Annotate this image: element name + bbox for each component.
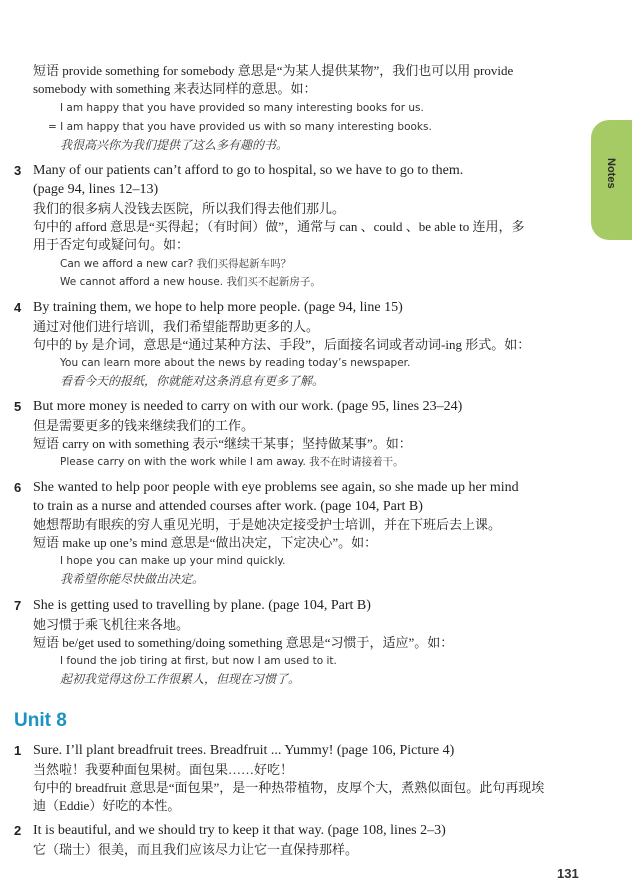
note-english-line: She is getting used to travelling by plane. (page 104, Part B): [33, 598, 371, 613]
note-chinese-translation: 她想帮助有眼疾的穷人重见光明，于是她决定接受护士培训，并在下班后去上课。: [33, 517, 502, 532]
intro-line-2: somebody with something 来表达同样的意思。如：: [33, 81, 317, 96]
note-example: We cannot afford a new house. 我们买不起新房子。: [60, 276, 321, 288]
intro-example-1: I am happy that you have provided so many interesting books for us.: [60, 102, 424, 114]
intro-example-2: = I am happy that you have provided us with so many interesting books.: [48, 121, 432, 133]
note-chinese-translation: 但是需要更多的钱来继续我们的工作。: [33, 418, 255, 433]
note-chinese-translation: 通过对他们进行培训，我们希望能帮助更多的人。: [33, 319, 320, 334]
note-english-line: (page 94, lines 12–13): [33, 182, 159, 197]
note-example: You can learn more about the news by reading today’s newspaper.: [60, 357, 411, 369]
note-example: I found the job tiring at first, but now I am used to it.: [60, 655, 337, 667]
note-number: 1: [14, 743, 22, 758]
note-example: I hope you can make up your mind quickly.: [60, 555, 286, 567]
note-english-line: to train as a nurse and attended courses after work. (page 104, Part B): [33, 499, 423, 514]
note-chinese-translation: 当然啦！我要种面包果树。面包果……好吃！: [33, 762, 294, 777]
note-explanation-line: 迪（Eddie）好吃的本性。: [33, 798, 181, 813]
note-example: 起初我觉得这份工作很累人，但现在习惯了。: [60, 672, 301, 686]
note-english-line: It is beautiful, and we should try to keep it that way. (page 108, lines 2–3): [33, 823, 446, 838]
note-chinese-translation: 我们的很多病人没钱去医院，所以我们得去他们那儿。: [33, 201, 346, 216]
unit-heading: Unit 8: [14, 710, 67, 731]
note-english-line: She wanted to help poor people with eye problems see again, so she made up her mind: [33, 480, 519, 495]
note-explanation-line: 短语 be/get used to something/doing something 意思是“习惯于，适应”。如：: [33, 635, 454, 650]
note-chinese-translation: 它（瑞士）很美，而且我们应该尽力让它一直保持那样。: [33, 842, 359, 857]
note-english-line: Sure. I’ll plant breadfruit trees. Breadfruit ... Yummy! (page 106, Picture 4): [33, 743, 455, 758]
note-explanation-line: 句中的 by 是介词，意思是“通过某种方法、手段”，后面接名词或者动词-ing 形式。如：: [33, 337, 531, 352]
intro-example-3: 我很高兴你为我们提供了这么多有趣的书。: [60, 138, 289, 152]
note-explanation-line: 短语 make up one’s mind 意思是“做出决定，下定决心”。如：: [33, 535, 378, 550]
note-number: 3: [14, 163, 22, 178]
intro-line-1: 短语 provide something for somebody 意思是“为某人提供某物”，我们也可以用 provide: [33, 63, 514, 78]
note-explanation-line: 用于否定句或疑问句。如：: [33, 237, 190, 252]
note-example: 看看今天的报纸，你就能对这条消息有更多了解。: [60, 374, 325, 388]
note-number: 5: [14, 399, 22, 414]
note-english-line: By training them, we hope to help more people. (page 94, line 15): [33, 300, 403, 315]
note-number: 7: [14, 598, 22, 613]
note-explanation-line: 句中的 afford 意思是“买得起；（有时间）做”，通常与 can 、could 、be able to 连用，多: [33, 219, 525, 234]
note-example: Please carry on with the work while I am away. 我不在时请接着干。: [60, 456, 404, 468]
note-number: 4: [14, 300, 22, 315]
page-number: 131: [557, 866, 579, 881]
note-example: 我希望你能尽快做出决定。: [60, 572, 205, 586]
note-example: Can we afford a new car? 我们买得起新车吗？: [60, 258, 292, 270]
notes-tab-label: Notes: [605, 158, 617, 189]
note-number: 2: [14, 823, 22, 838]
note-english-line: Many of our patients can’t afford to go to hospital, so we have to go to them.: [33, 163, 464, 178]
note-chinese-translation: 她习惯于乘飞机往来各地。: [33, 617, 190, 632]
note-english-line: But more money is needed to carry on with our work. (page 95, lines 23–24): [33, 399, 463, 414]
note-explanation-line: 句中的 breadfruit 意思是“面包果”，是一种热带植物，皮厚个大，煮熟似面包。此句再现埃: [33, 780, 545, 795]
note-explanation-line: 短语 carry on with something 表示“继续干某事；坚持做某事”。如：: [33, 436, 412, 451]
note-number: 6: [14, 480, 22, 495]
